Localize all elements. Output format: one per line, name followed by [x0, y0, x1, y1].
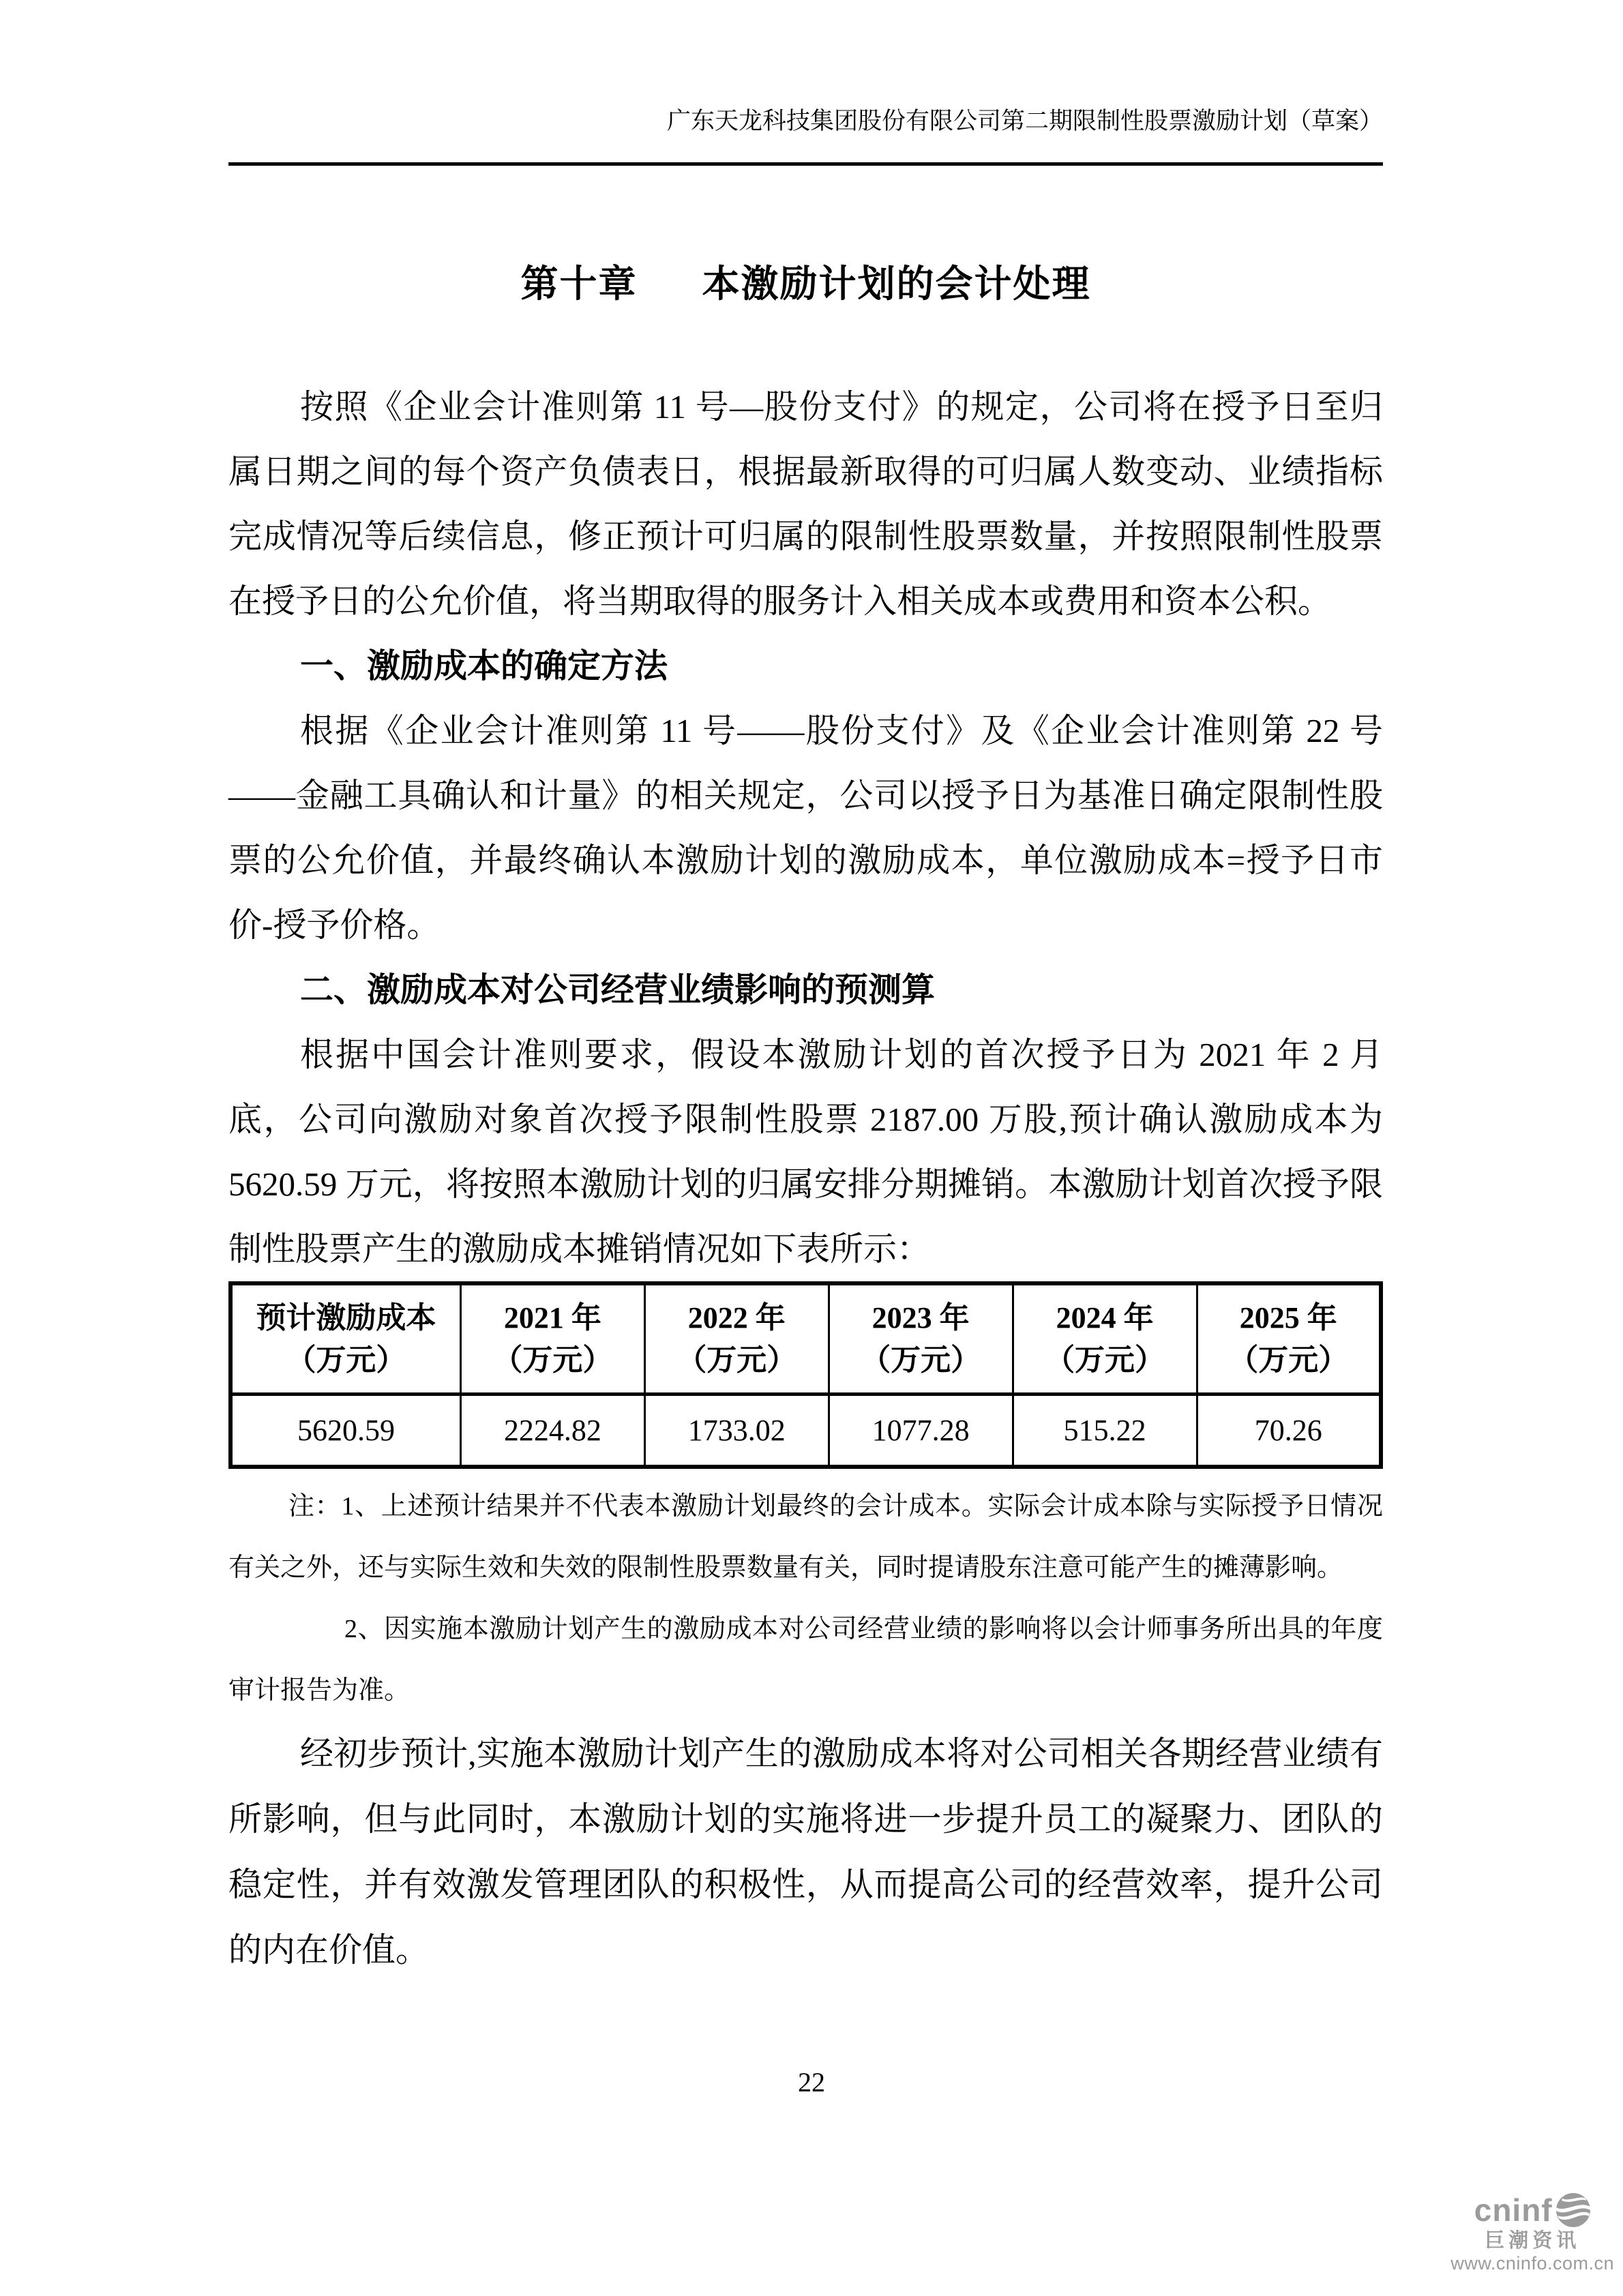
cninfo-url: www.cninfo.com.cn [1450, 2253, 1614, 2274]
col-header-2024 [1013, 1283, 1197, 1395]
note-1: 注：1、上述预计结果并不代表本激励计划最终的会计成本。实际会计成本除与实际授予日情况有关之外，还与实际生效和失效的限制性股票数量有关，同时提请股东注意可能产生的摊薄影响。 [228, 1492, 1383, 1582]
table-notes [228, 1476, 1383, 1721]
cninfo-brand-row [1474, 2192, 1591, 2228]
cell-2024: 515.22 [1013, 1395, 1197, 1467]
amortization-table [228, 1281, 1383, 1469]
cninfo-brand-text: cninf [1474, 2192, 1553, 2228]
header-line1: 预计激励成本 [256, 1300, 436, 1335]
cell-2025: 70.26 [1197, 1395, 1381, 1467]
cell-2021: 2224.82 [460, 1395, 644, 1467]
section-1-body: 根据《企业会计准则第 11 号——股份支付》及《企业会计准则第 22 号——金融工具确认和计量》的相关规定，公司以授予日为基准日确定限制性股票的公允价值，并最终确认本激励计划的激励成本，单位激励成本=授予日市价-授予价格。 [228, 712, 1383, 944]
section-2-body: 根据中国会计准则要求，假设本激励计划的首次授予日为 2021 年 2 月底，公司向激励对象首次授予限制性股票 2187.00 万股,预计确认激励成本为 5620.59 万元，将按照本激励计划的归属安排分期摊销。本激励计划首次授予限制性股票产生的激励成本摊销情况如下表所示： [228, 1036, 1383, 1268]
table-data-row [230, 1395, 1381, 1467]
header-line2: （万元） [492, 1343, 613, 1377]
col-header-2025 [1197, 1283, 1381, 1395]
col-header-2023 [829, 1283, 1013, 1395]
header-line1: 2022 年 [687, 1300, 786, 1335]
doc-title-text: 广东天龙科技集团股份有限公司第二期限制性股票激励计划（草案） [666, 108, 1383, 134]
cninfo-logo [1450, 2192, 1614, 2274]
page-number: 22 [798, 2067, 825, 2098]
header-line1: 2024 年 [1056, 1300, 1154, 1335]
col-header-total [230, 1283, 460, 1395]
header-line1: 2023 年 [872, 1300, 970, 1335]
chapter-name: 本激励计划的会计处理 [702, 263, 1091, 305]
header-line2: （万元） [861, 1343, 981, 1377]
page-content [228, 0, 1383, 1983]
intro-paragraph: 按照《企业会计准则第 11 号—股份支付》的规定，公司将在授予日至归属日期之间的每个资产负债表日，根据最新取得的可归属人数变动、业绩指标完成情况等后续信息，修正预计可归属的限制性股票数量，并按照限制性股票在授予日的公允价值，将当期取得的服务计入相关成本或费用和资本公积。 [228, 388, 1383, 620]
note-2: 2、因实施本激励计划产生的激励成本对公司经营业绩的影响将以会计师事务所出具的年度审计报告为准。 [228, 1615, 1383, 1705]
col-header-2022 [644, 1283, 829, 1395]
cninfo-chinese-name: 巨潮资讯 [1485, 2230, 1581, 2252]
closing-paragraph: 经初步预计,实施本激励计划产生的激励成本将对公司相关各期经营业绩有所影响，但与此同时，本激励计划的实施将进一步提升员工的凝聚力、团队的稳定性，并有效激发管理团队的积极性，从而提高公司的经营效率，提升公司的内在价值。 [228, 1735, 1383, 1969]
chapter-number: 第十章 [520, 263, 638, 305]
col-header-2021 [460, 1283, 644, 1395]
cell-2023: 1077.28 [829, 1395, 1013, 1467]
header-line2: （万元） [1228, 1343, 1349, 1377]
cell-total-cost: 5620.59 [230, 1395, 460, 1467]
header-line1: 2025 年 [1239, 1300, 1337, 1335]
running-header [228, 102, 1383, 166]
header-line2: （万元） [676, 1343, 797, 1377]
section-2-heading: 二、激励成本对公司经营业绩影响的预测算 [300, 971, 936, 1009]
section-1-heading: 一、激励成本的确定方法 [300, 647, 668, 685]
table-header-row [230, 1283, 1381, 1395]
cell-2022: 1733.02 [644, 1395, 829, 1467]
header-line2: （万元） [286, 1343, 406, 1377]
header-line2: （万元） [1045, 1343, 1165, 1377]
header-line1: 2021 年 [503, 1300, 601, 1335]
cninfo-globe-icon [1553, 2192, 1591, 2228]
chapter-title [228, 257, 1383, 312]
